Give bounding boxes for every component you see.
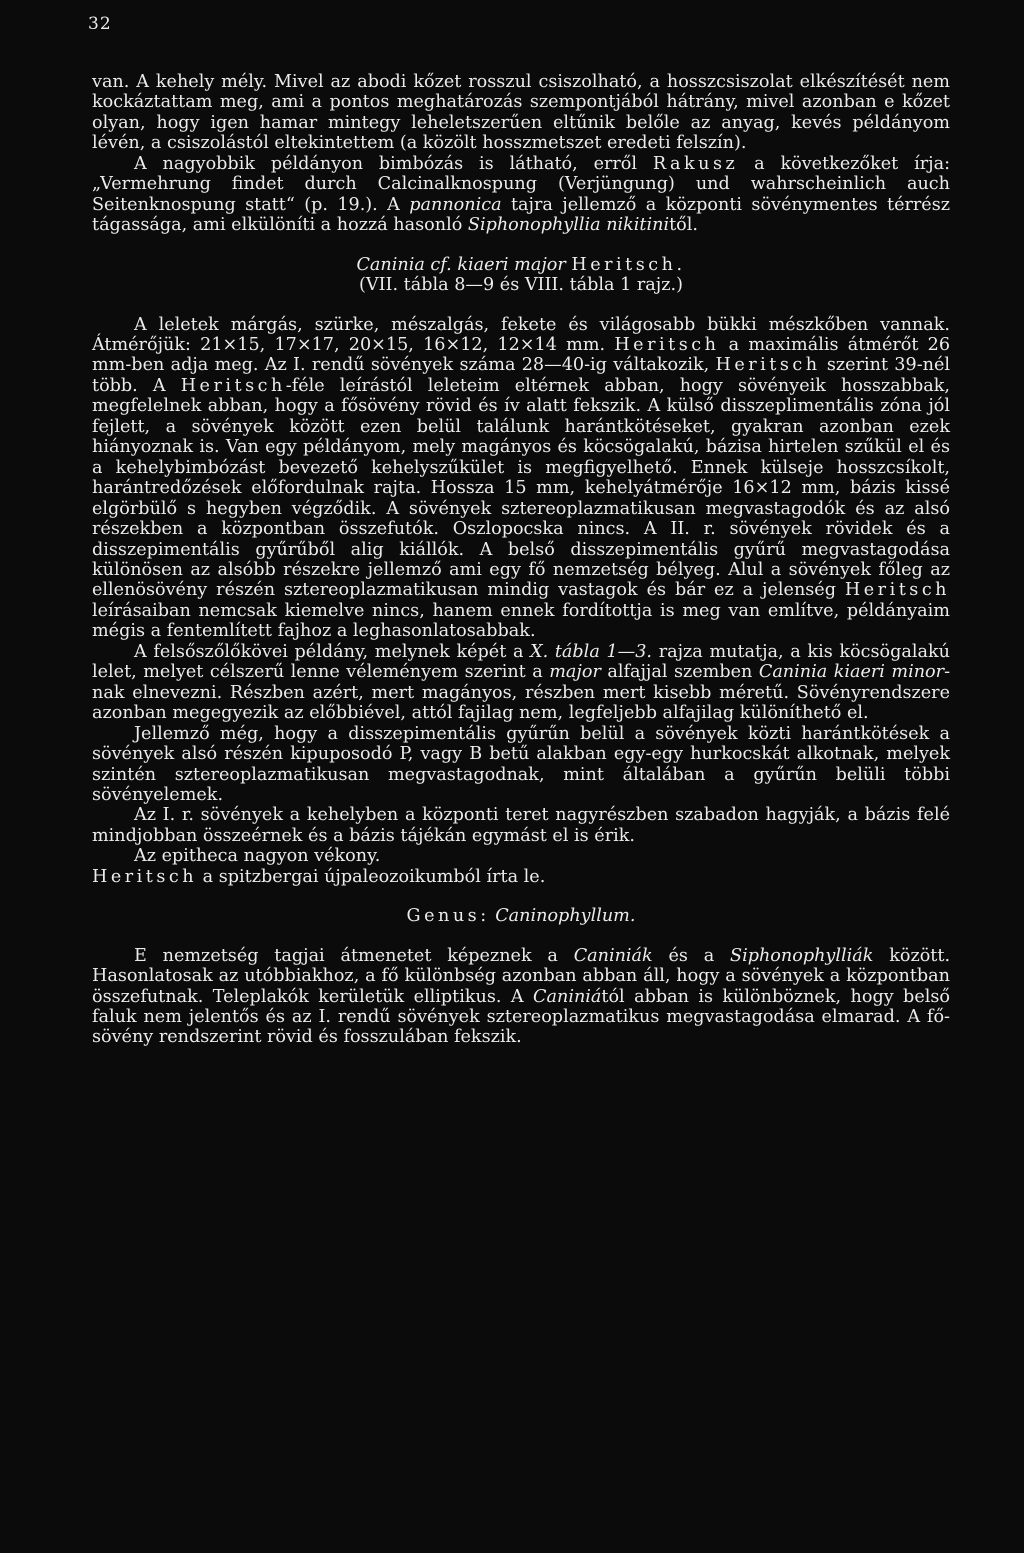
paragraph-6: Az I. r. sövények a kehelyben a központi teret nagyrészben szabadon hagyják, a bázis felé mindjobban összeérnek és a bázis tájékán egymást el is érik. [92,805,950,846]
species-author: Heritsch. [571,254,686,275]
author-name: Heritsch [715,355,821,376]
genus-label: Genus: [406,906,490,927]
taxon-name: Caniniák [573,945,653,966]
paragraph-5: Jellemző még, hogy a disszepimentális gyűrűn belül a sövények közti harántkötések a sövények alsó részén kipuposodó P, vagy B betű alakban egy-egy hurkocskát alkotnak, melyek szintén sztereoplazmatikusan megvastagodnak, mint általában a gyűrűn belüli többi sövényelemek. [92,723,950,805]
paragraph-3: A leletek márgás, szürke, mészalgás, fekete és világosabb bükki mészkőben vannak. Átmérőjük: 21×15, 17×17, 20×15, 16×12, 12×14 mm. Heritsch a maximális átmérőt 26 mm-ben adja meg. Az I. rendű sövények száma 28—40-ig váltakozik, Heritsch szerint 39-nél több. A Heritsch-féle leírástól leleteim eltérnek abban, hogy sövényeik hosszabbak, megfelelnek abban, hogy a fősövény rövid és ív alatt fekszik. A külső disszeplimentális zóna jól fejlett, a sövények között ezen belül találunk harántkötéseket, gyakran azonban ezek hiányoznak is. Van egy példányom, mely magányos és köcsögalakú, bázisa hirtelen szűkül el és a kehelybimbózást bevezető kehelyszűkület is megfigyelhető. Ennek külseje hosszcsíkolt, harántredőzések előfordulnak rajta. Hossza 15 mm, kehelyátmérője 16×12 mm, bázis kissé elgörbülő s hegyben végződik. A sövények sztereoplazmatikusan megvastagodók és az alsó részekben a központban összefutók. Oszlopocska nincs. A II. r. sövények rövidek és a disszepimentális gyűrűből alig kiállók. A belső disszepimentális gyűrű megvastagodása különösen az alsóbb részekre jellemző ami egy fő nemzetség bélyeg. Alul a sövények főleg az ellenösövény részén sztereoplazmatikusan mindig vastagok és bár ez a jelenség Heritsch leírásaiban nemcsak kiemelve nincs, hanem ennek fordítottja is meg van említve, példányaim mégis a fentemlített fajhoz a leghasonlatosabbak. [92,314,951,642]
taxon-name: pannonica [409,194,502,215]
text-body [92,72,950,1048]
species-heading [92,255,950,275]
paragraph-8: Heritsch a spitzbergai újpaleozoikumból írta le. [92,866,546,887]
genus-paragraph: E nemzetség tagjai átmenetet képeznek a Caniniák és a Siphonophylliák között. Hasonlatosak az utóbbiakhoz, a fő különbség azonban abban áll, hogy a sövények a központban összefutnak. Teleplakók kerületük elliptikus. A Caniniától abban is különböznek, hogy belső faluk nem jelentős és az I. rendű sövények sztereoplazmatikus megvastagodása elmarad. A fősövény rendszerint rövid és fosszulában fekszik. [92,945,951,1048]
taxon-name: major [549,662,601,683]
paragraph-1: van. A kehely mély. Mivel az abodi kőzet rosszul csiszolható, a hosszcsiszolat elkészítését nem kockáztattam meg, ami a pontos meghatározás szempontjából hátrány, mivel azonban e kőzet olyan, hogy igen hamar mintegy leheletszerűen eltűnik belőle az anyag, kevés példányom lévén, a csiszolástól eltekintettem (a közölt hosszmetszet eredeti felszín). [92,72,950,154]
paragraph-2: A nagyobbik példányon bimbózás is látható, erről Rakusz a következőket írja: „Vermehrung findet durch Calcinalknospung (Verjüngung) und wahrscheinlich auch Seitenknospung statt“ (p. 19.). A pannonica tajra jellemző a központi sövénymentes térrész tágassága, ami elkülöníti a hozzá hasonló Siphonophyllia nikitinitől. [92,153,951,236]
author-name: Heritsch [92,866,198,887]
taxon-name: Siphonophyllia nikitini [467,215,670,236]
author-name: Heritsch [614,334,720,355]
author-name: Rakusz [652,153,739,174]
taxon-name: Siphonophylliák [730,945,874,966]
taxon-name: Caniniá [533,986,602,1007]
author-name: Heritsch [180,375,286,396]
author-name: Heritsch [844,580,950,601]
paragraph-7: Az epitheca nagyon vékony. [134,846,381,867]
taxon-name: Caninia kiaeri minor [758,662,945,683]
page-number: 32 [88,14,112,34]
species-name: Caninia cf. kiaeri major [356,254,566,275]
genus-heading [92,906,950,926]
species-subheading: (VII. tábla 8—9 és VIII. tábla 1 rajz.) [359,275,683,296]
paragraph-4: A felsőszőlőkövei példány, melynek képét a X. tábla 1—3. rajza mutatja, a kis köcsögalakú lelet, melyet célszerű lenne véleményem szerint a major alfajjal szemben Caninia kiaeri minor-nak elnevezni. Részben azért, mert magányos, részben mert kisebb méretű. Sövényrendszere azonban megegyezik az előbbiével, attól fajilag nem, legfeljebb alfajilag különíthető el. [92,641,951,724]
plate-reference: X. tábla 1—3. [530,641,653,662]
genus-name: Caninophyllum. [495,906,636,927]
